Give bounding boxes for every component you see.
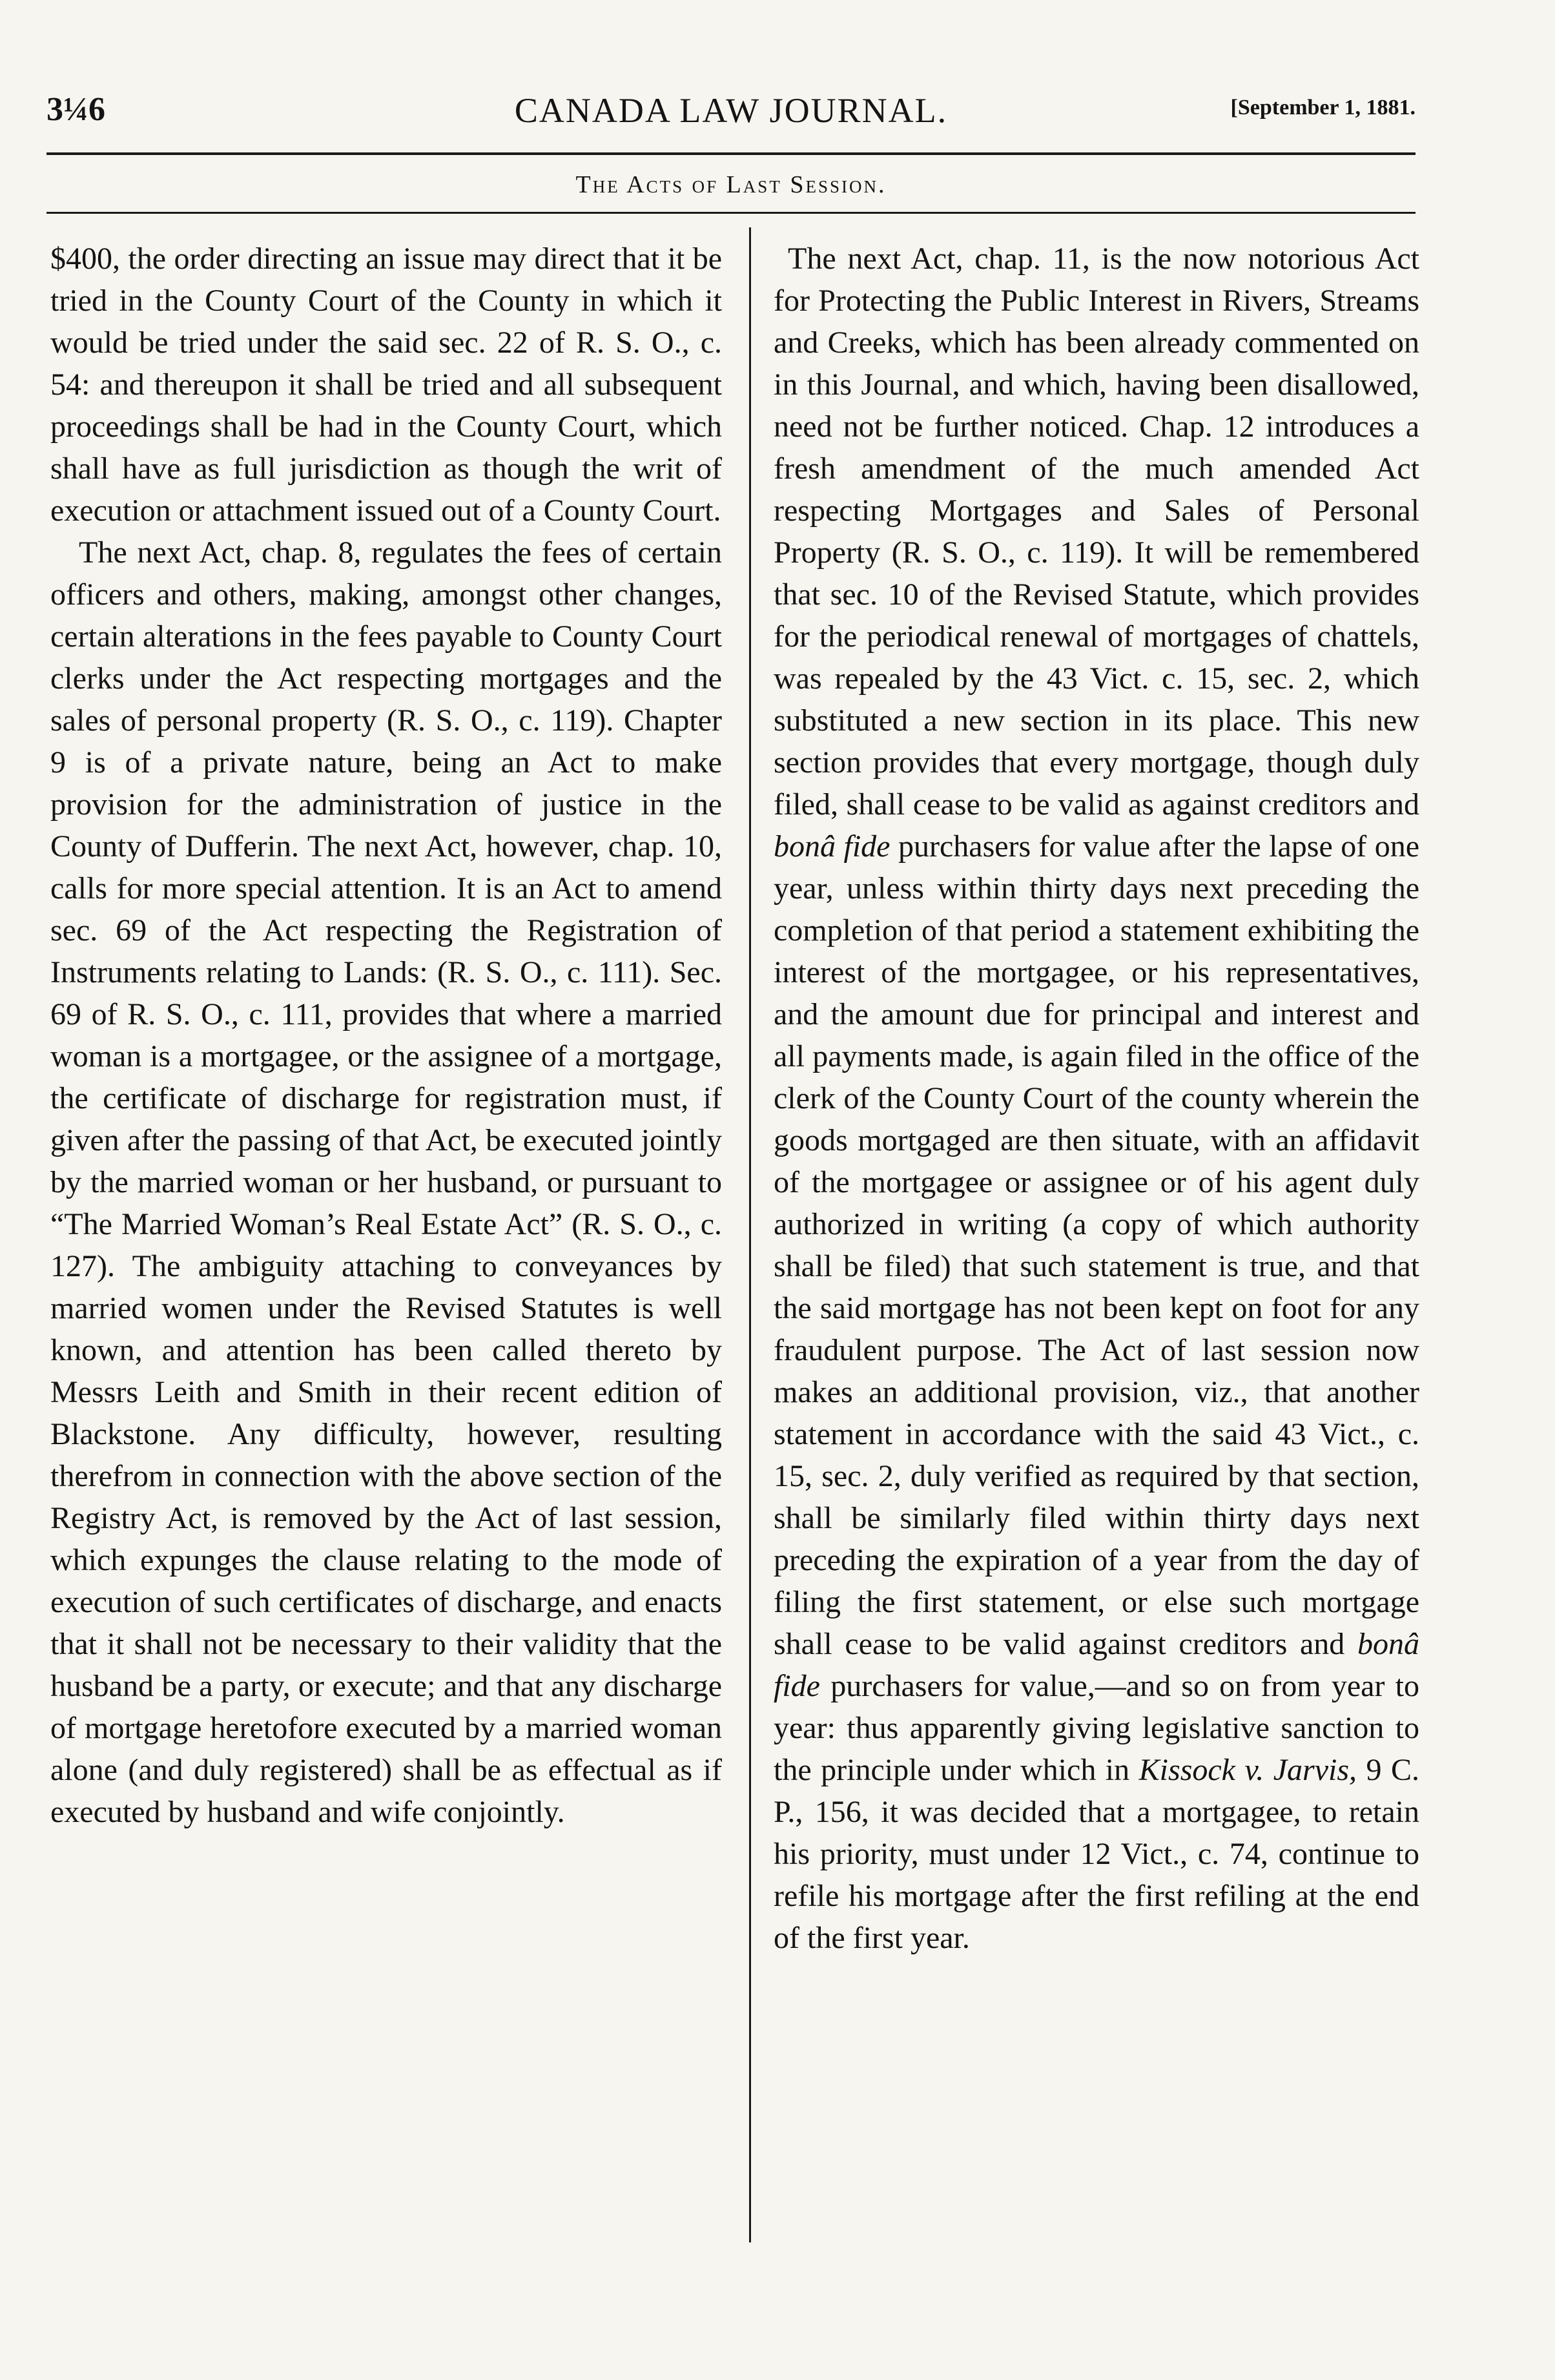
running-header [46, 90, 1416, 142]
page-number: 3¼6 [46, 91, 105, 128]
text-run: 9 C. P., 156, it was decided that a mortgagee, to retain his priority, must under 12 Vict., c. 74, continue to refile his mortgage after the first refiling at the end of the first year. [774, 1753, 1420, 1955]
section-title: The Acts of Last Session. [575, 171, 887, 198]
left-column [50, 238, 722, 1833]
text-run: purchasers for value,—and so on from year to year: thus apparently giving legislative sanction to the principle under which in [774, 1669, 1420, 1787]
paragraph [774, 238, 1419, 1959]
column-divider [749, 227, 751, 2242]
issue-date: [September 1, 1881. [1230, 96, 1416, 119]
italic-term: bonâ fide [774, 1627, 1419, 1703]
section-rule [46, 212, 1416, 214]
journal-title: CANADA LAW JOURNAL. [514, 91, 948, 130]
text-run: purchasers for value after the lapse of one year, unless within thirty days next preceding the completion of that period a statement exhibiting the interest of the mortgagee, or his representatives, and the amount due for principal and interest and all payments made, is again filed in the office of the clerk of the County Court of the county wherein the goods mortgaged are then situate, with an affidavit of the mortgagee or assignee or of his agent duly authorized in writing (a copy of which authority shall be filed) that such statement is true, and that the said mortgage has not been kept on foot for any fraudulent purpose. The Act of last session now makes an additional provision, viz., that another statement in accordance with the said 43 Vict., c. 15, sec. 2, duly verified as required by that section, shall be similarly filed within thirty days next preceding the expiration of a year from the day of filing the first statement, or else such mortgage shall cease to be valid against creditors and [774, 829, 1420, 1661]
text-run: The next Act, chap. 11, is the now notorious Act for Protecting the Public Interest in Rivers, Streams and Creeks, which has been already commented on in this Journal, and which, having been disallowed, need not be further noticed. Chap. 12 introduces a fresh amendment of the much amended Act respecting Mortgages and Sales of Personal Property (R. S. O., c. 119). It will be remembered that sec. 10 of the Revised Statute, which provides for the periodical renewal of mortgages of chattels, was repealed by the 43 Vict. c. 15, sec. 2, which substituted a new section in its place. This new section provides that every mortgage, though duly filed, shall cease to be valid as against creditors and [774, 242, 1419, 822]
case-citation: Kissock v. Jarvis, [1138, 1753, 1357, 1787]
paragraph: The next Act, chap. 8, regulates the fees of certain officers and others, making, amongst other changes, certain alterations in the fees payable to County Court clerks under the Act respecting mortgages and the sales of personal property (R. S. O., c. 119). Chapter 9 is of a private nature, being an Act to make provision for the administration of justice in the County of Dufferin. The next Act, however, chap. 10, calls for more special attention. It is an Act to amend sec. 69 of the Act respecting the Registration of Instruments relating to Lands: (R. S. O., c. 111). Sec. 69 of R. S. O., c. 111, provides that where a married woman is a mortgagee, or the assignee of a mortgage, the certificate of discharge for registration must, if given after the passing of that Act, be executed jointly by the married woman or her husband, or pursuant to “The Married Woman’s Real Estate Act” (R. S. O., c. 127). The ambiguity attaching to conveyances by married women under the Revised Statutes is well known, and attention has been called thereto by Messrs Leith and Smith in their recent edition of Blackstone. Any difficulty, however, resulting therefrom in connection with the above section of the Registry Act, is removed by the Act of last session, which expunges the clause relating to the mode of execution of such certificates of discharge, and enacts that it shall not be necessary to their validity that the husband be a party, or execute; and that any discharge of mortgage heretofore executed by a married woman alone (and duly registered) shall be as effectual as if executed by husband and wife conjointly. [50, 535, 722, 1829]
italic-term: bonâ fide [774, 829, 891, 864]
right-column [774, 238, 1419, 1959]
paragraph: $400, the order directing an issue may direct that it be tried in the County Court of the County in which it would be tried under the said sec. 22 of R. S. O., c. 54: and thereupon it shall be tried and all subsequent proceedings shall be had in the County Court, which shall have as full jurisdiction as though the writ of execution or attachment issued out of a County Court. [50, 242, 722, 528]
header-rule [46, 152, 1416, 155]
